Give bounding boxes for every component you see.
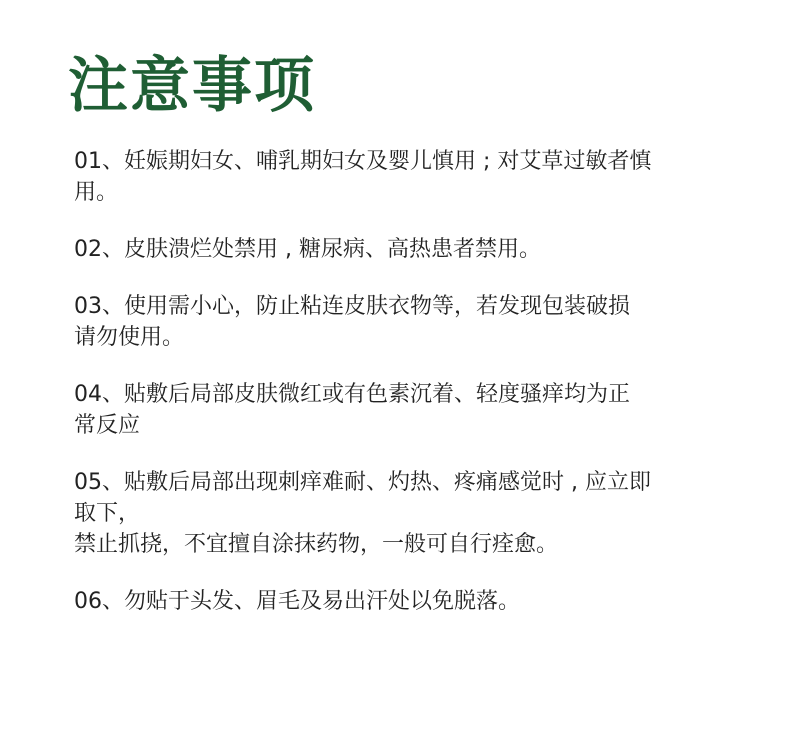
page-title: 注意事项 [68, 51, 316, 121]
note-line: 取下， [74, 501, 141, 526]
notes-list [74, 146, 724, 643]
note-line: 禁止抓挠，不宜擅自涂抹药物，一般可自行痊愈。 [74, 532, 559, 557]
note-item-05 [74, 467, 724, 560]
note-line: 用。 [74, 180, 119, 205]
note-item-01 [74, 146, 724, 208]
note-line: 03、使用需小心，防止粘连皮肤衣物等，若发现包装破损 [74, 294, 630, 319]
note-line: 01、妊娠期妇女、哺乳期妇女及婴儿慎用 ; 对艾草过敏者慎 [74, 149, 652, 174]
note-line: 06、勿贴于头发、眉毛及易出汗处以免脱落。 [74, 589, 520, 614]
note-line: 05、贴敷后局部出现刺痒难耐、灼热、疼痛感觉时 , 应立即 [74, 470, 651, 495]
note-item-02 [74, 234, 724, 265]
note-line: 常反应 [74, 413, 141, 438]
note-line: 04、贴敷后局部皮肤微红或有色素沉着、轻度骚痒均为正 [74, 382, 630, 407]
note-line: 02、皮肤溃烂处禁用 , 糖尿病、高热患者禁用。 [74, 237, 541, 262]
note-item-03 [74, 291, 724, 353]
note-item-04 [74, 379, 724, 441]
note-item-06 [74, 586, 724, 617]
note-line: 请勿使用。 [74, 325, 185, 350]
